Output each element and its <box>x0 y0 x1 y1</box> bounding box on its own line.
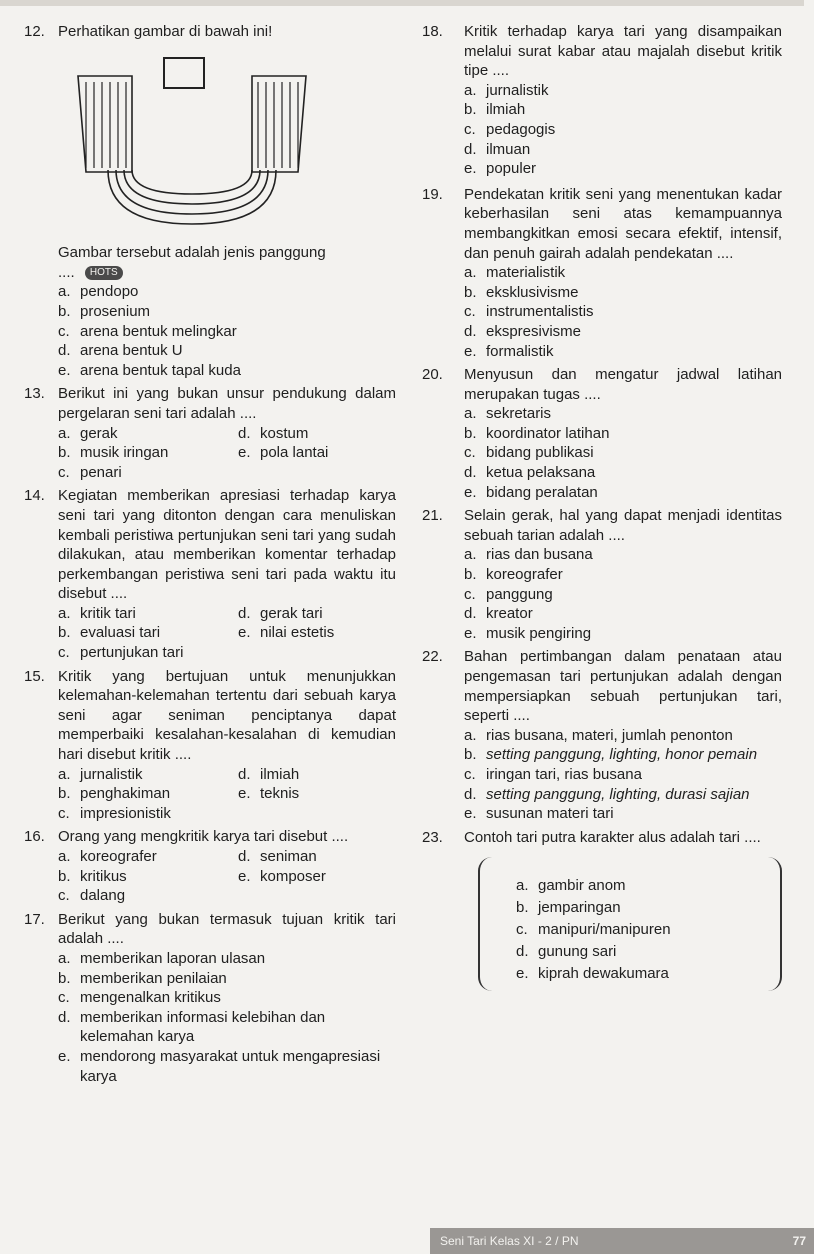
question-stem: Menyusun dan mengatur jadwal latihan merupakan tugas .... <box>464 366 782 403</box>
option-b[interactable]: b. memberikan penilaian <box>58 969 227 987</box>
page-footer <box>430 1228 814 1254</box>
option-c[interactable]: c. panggung <box>464 585 553 603</box>
figure-caption: Gambar tersebut adalah jenis panggung <box>58 244 326 262</box>
question-number: 22. <box>422 648 443 666</box>
option-e[interactable]: e. arena bentuk tapal kuda <box>58 361 241 379</box>
page-number: 77 <box>792 1234 806 1248</box>
option-a[interactable]: a. rias dan busana <box>464 546 593 564</box>
caption-continuation: .... HOTS <box>58 263 396 283</box>
option-d[interactable]: d. memberikan informasi kelebihan dan kelemahan karya <box>58 1008 326 1046</box>
option-b[interactable]: b. jemparingan <box>516 899 621 917</box>
option-a[interactable]: a. gerak <box>58 424 118 442</box>
option-b[interactable]: b. koreografer <box>464 566 563 584</box>
question-18 <box>422 22 782 179</box>
option-a[interactable]: a. jurnalistik <box>58 765 143 783</box>
option-e[interactable]: e. kiprah dewakumara <box>516 965 669 983</box>
option-b[interactable]: b. kritikus <box>58 867 127 885</box>
option-e[interactable]: e. musik pengiring <box>464 624 592 642</box>
option-d[interactable]: d. seniman <box>238 848 317 865</box>
option-e[interactable]: e. populer <box>464 160 537 178</box>
question-number: 23. <box>422 828 443 846</box>
question-16 <box>24 827 396 905</box>
question-23 <box>422 828 782 992</box>
question-number: 21. <box>422 507 443 525</box>
option-a[interactable]: a. jurnalistik <box>464 81 549 99</box>
question-stem: Berikut ini yang bukan unsur pendukung dalam pergelaran seni tari adalah .... <box>58 385 396 422</box>
question-number: 16. <box>24 828 45 846</box>
question-stem: Kritik yang bertujuan untuk menunjukkan kelemahan-kelemahan tertentu dari sebuah karya seni agar seniman penciptanya dapat memperbaiki kesalahan-kesalahan di kemudian hari disebut kritik .... <box>58 667 396 764</box>
option-c[interactable]: c. mengenalkan kritikus <box>58 989 221 1007</box>
question-13 <box>24 384 396 482</box>
option-b[interactable]: b. musik iringan <box>58 444 169 462</box>
question-stem: Contoh tari putra karakter alus adalah tari .... <box>464 828 761 846</box>
question-19 <box>422 185 782 361</box>
question-21 <box>422 506 782 643</box>
question-stem: Selain gerak, hal yang dapat menjadi identitas sebuah tarian adalah .... <box>464 507 782 544</box>
question-number: 17. <box>24 910 45 928</box>
option-d[interactable]: d. ketua pelaksana <box>464 464 596 482</box>
option-e[interactable]: e. formalistik <box>464 342 554 360</box>
question-stem: Kritik terhadap karya tari yang disampaikan melalui surat kabar atau majalah disebut kritik tipe .... <box>464 23 782 80</box>
hots-badge: HOTS <box>85 266 123 280</box>
option-d[interactable]: d. gerak tari <box>238 604 323 622</box>
option-a[interactable]: a. materialistik <box>464 264 566 282</box>
question-number: 12. <box>24 23 45 40</box>
question-20 <box>422 365 782 502</box>
option-b[interactable]: b. eksklusivisme <box>464 283 579 301</box>
question-stem: Berikut yang bukan termasuk tujuan kritik tari adalah .... <box>58 910 396 948</box>
option-e[interactable]: e. mendorong masyarakat untuk mengapresiasi karya <box>58 1047 381 1085</box>
option-b[interactable]: b. koordinator latihan <box>464 424 610 442</box>
option-c[interactable]: c. pedagogis <box>464 120 556 138</box>
question-number: 19. <box>422 185 443 203</box>
option-e[interactable]: e. susunan materi tari <box>464 805 614 823</box>
option-d[interactable]: d. ilmiah <box>238 765 300 783</box>
option-a[interactable]: a. sekretaris <box>464 405 552 423</box>
question-stem: Bahan pertimbangan dalam penataan atau pengemasan tari pertunjukan adalah dengan mempersiapkan sebuah pertunjukan tari, seperti .... <box>464 648 782 725</box>
option-b[interactable]: b. prosenium <box>58 302 151 320</box>
option-c[interactable]: c. instrumentalistis <box>464 303 594 321</box>
option-e[interactable]: e. pola lantai <box>238 444 329 462</box>
option-c[interactable]: c. arena bentuk melingkar <box>58 322 237 340</box>
right-column <box>422 22 782 991</box>
option-d[interactable]: d. ekspresivisme <box>464 322 582 340</box>
option-b[interactable]: b. ilmiah <box>464 101 526 119</box>
option-a[interactable]: a. rias busana, materi, jumlah penonton <box>464 726 733 744</box>
option-c[interactable]: c. dalang <box>58 887 126 905</box>
option-a[interactable]: a. koreografer <box>58 848 157 865</box>
question-number: 14. <box>24 487 45 505</box>
option-c[interactable]: c. pertunjukan tari <box>58 644 184 662</box>
question-stem: Pendekatan kritik seni yang menentukan kadar keberhasilan seni atas kemampuannya membangkitkan emosi secara efektif, intensif, dan penuh gairah adalah pendekatan .... <box>464 185 782 262</box>
option-b[interactable]: b. penghakiman <box>58 785 171 803</box>
question-12 <box>24 22 396 380</box>
question-number: 18. <box>422 23 443 40</box>
question-22 <box>422 647 782 823</box>
option-b[interactable]: b. setting panggung, lighting, honor pemain <box>464 746 758 764</box>
question-stem: Orang yang mengkritik karya tari disebut .... <box>58 828 349 846</box>
option-d[interactable]: d. ilmuan <box>464 140 531 158</box>
option-d[interactable]: d. kreator <box>464 605 533 623</box>
option-d[interactable]: d. gunung sari <box>516 943 617 961</box>
question-number: 20. <box>422 366 443 384</box>
option-c[interactable]: c. iringan tari, rias busana <box>464 765 642 783</box>
stage-diagram-figure <box>72 52 312 232</box>
question-17 <box>24 910 396 1086</box>
footer-book-title: Seni Tari Kelas XI - 2 / PN <box>440 1234 579 1248</box>
option-a[interactable]: a. memberikan laporan ulasan <box>58 949 266 967</box>
option-b[interactable]: b. evaluasi tari <box>58 624 161 642</box>
question-15 <box>24 667 396 824</box>
option-a[interactable]: a. kritik tari <box>58 604 136 622</box>
option-d[interactable]: d. kostum <box>238 424 309 442</box>
option-c[interactable]: c. impresionistik <box>58 804 171 822</box>
option-e[interactable]: e. teknis <box>238 785 300 803</box>
question-stem: Perhatikan gambar di bawah ini! <box>58 23 273 40</box>
question-14 <box>24 486 396 662</box>
option-c[interactable]: c. manipuri/manipuren <box>516 921 671 939</box>
option-d[interactable]: d. setting panggung, lighting, durasi sajian <box>464 785 750 803</box>
option-c[interactable]: c. penari <box>58 463 122 481</box>
question-stem: Kegiatan memberikan apresiasi terhadap karya seni tari yang ditonton dengan cara menuliskan kembali peristiwa pertunjukan seni tari yang sudah dilakukan, atau memberikan komentar terhadap perkembangan peristiwa seni tari pada waktu itu disebut .... <box>58 487 396 603</box>
option-c[interactable]: c. bidang publikasi <box>464 444 594 462</box>
option-d[interactable]: d. arena bentuk U <box>58 342 183 360</box>
option-a[interactable]: a. pendopo <box>58 283 139 301</box>
option-a[interactable]: a. gambir anom <box>516 877 626 895</box>
option-e[interactable]: e. nilai estetis <box>238 624 335 642</box>
option-e[interactable]: e. komposer <box>238 867 326 885</box>
top-edge <box>0 0 804 6</box>
question-number: 13. <box>24 385 45 403</box>
option-e[interactable]: e. bidang peralatan <box>464 483 598 501</box>
answer-options-box <box>478 857 782 991</box>
left-column <box>24 22 396 1086</box>
question-number: 15. <box>24 667 45 685</box>
